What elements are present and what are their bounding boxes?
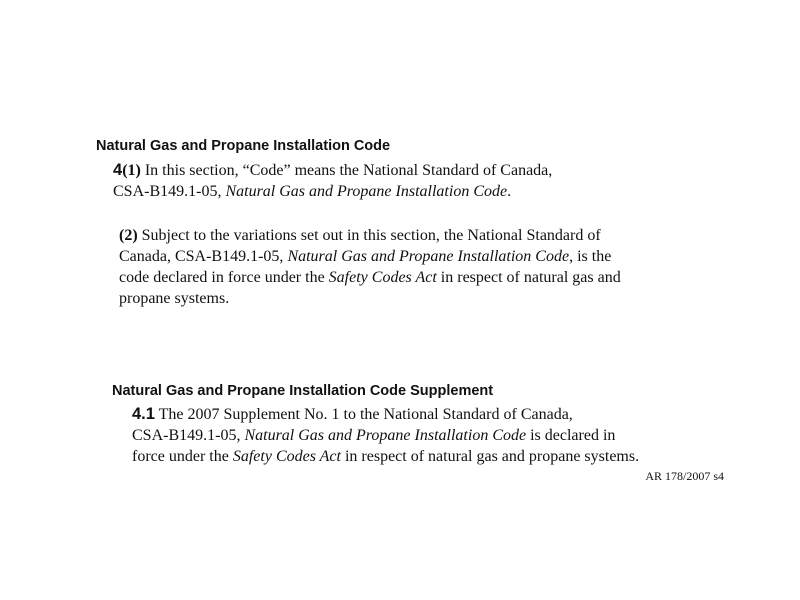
- paragraph-4-1-supplement: [132, 404, 639, 467]
- paragraph-text: CSA-B149.1-05,: [132, 427, 245, 444]
- code-title: Natural Gas and Propane Installation Code: [244, 427, 527, 444]
- paragraph-text: The 2007 Supplement No. 1 to the National Standard of Canada,: [158, 406, 573, 423]
- code-title: Natural Gas and Propane Installation Code: [287, 248, 570, 265]
- paragraph-text: Canada, CSA-B149.1-05,: [119, 248, 288, 265]
- paragraph-text: propane systems.: [119, 290, 230, 307]
- act-title: Safety Codes Act: [328, 269, 437, 286]
- paragraph-text: code declared in force under the: [119, 269, 329, 286]
- paragraph-line: [132, 425, 639, 446]
- amendment-citation: AR 178/2007 s4: [645, 469, 724, 483]
- paragraph-text: force under the: [132, 448, 233, 465]
- paragraph-text: .: [507, 183, 512, 200]
- paragraph-line: [113, 160, 552, 181]
- paragraph-line: [119, 246, 621, 267]
- paragraph-line: [119, 288, 621, 309]
- paragraph-text: in respect of natural gas and: [436, 269, 621, 286]
- code-title: Natural Gas and Propane Installation Code: [225, 183, 508, 200]
- act-title: Safety Codes Act: [232, 448, 341, 465]
- paragraph-line: [119, 267, 621, 288]
- paragraph-text: is declared in: [526, 427, 616, 444]
- paragraph-4-2: [119, 225, 621, 309]
- subsection-number: (2): [119, 227, 138, 244]
- paragraph-line: [119, 225, 621, 246]
- section-number: 4: [113, 161, 123, 179]
- paragraph-text: in respect of natural gas and propane systems.: [340, 448, 640, 465]
- paragraph-text: CSA-B149.1-05,: [113, 183, 226, 200]
- paragraph-text: , is the: [569, 248, 612, 265]
- paragraph-line: [132, 404, 639, 425]
- paragraph-line: [132, 446, 639, 467]
- paragraph-4-1: [113, 160, 552, 202]
- paragraph-line: [113, 181, 552, 202]
- section-number: 4.1: [132, 405, 155, 423]
- section-heading: Natural Gas and Propane Installation Code: [96, 138, 391, 154]
- subsection-number: (1): [122, 162, 141, 179]
- paragraph-text: In this section, “Code” means the National Standard of Canada,: [144, 162, 553, 179]
- section-heading: Natural Gas and Propane Installation Code Supplement: [112, 383, 494, 399]
- paragraph-text: Subject to the variations set out in this section, the National Standard of: [141, 227, 601, 244]
